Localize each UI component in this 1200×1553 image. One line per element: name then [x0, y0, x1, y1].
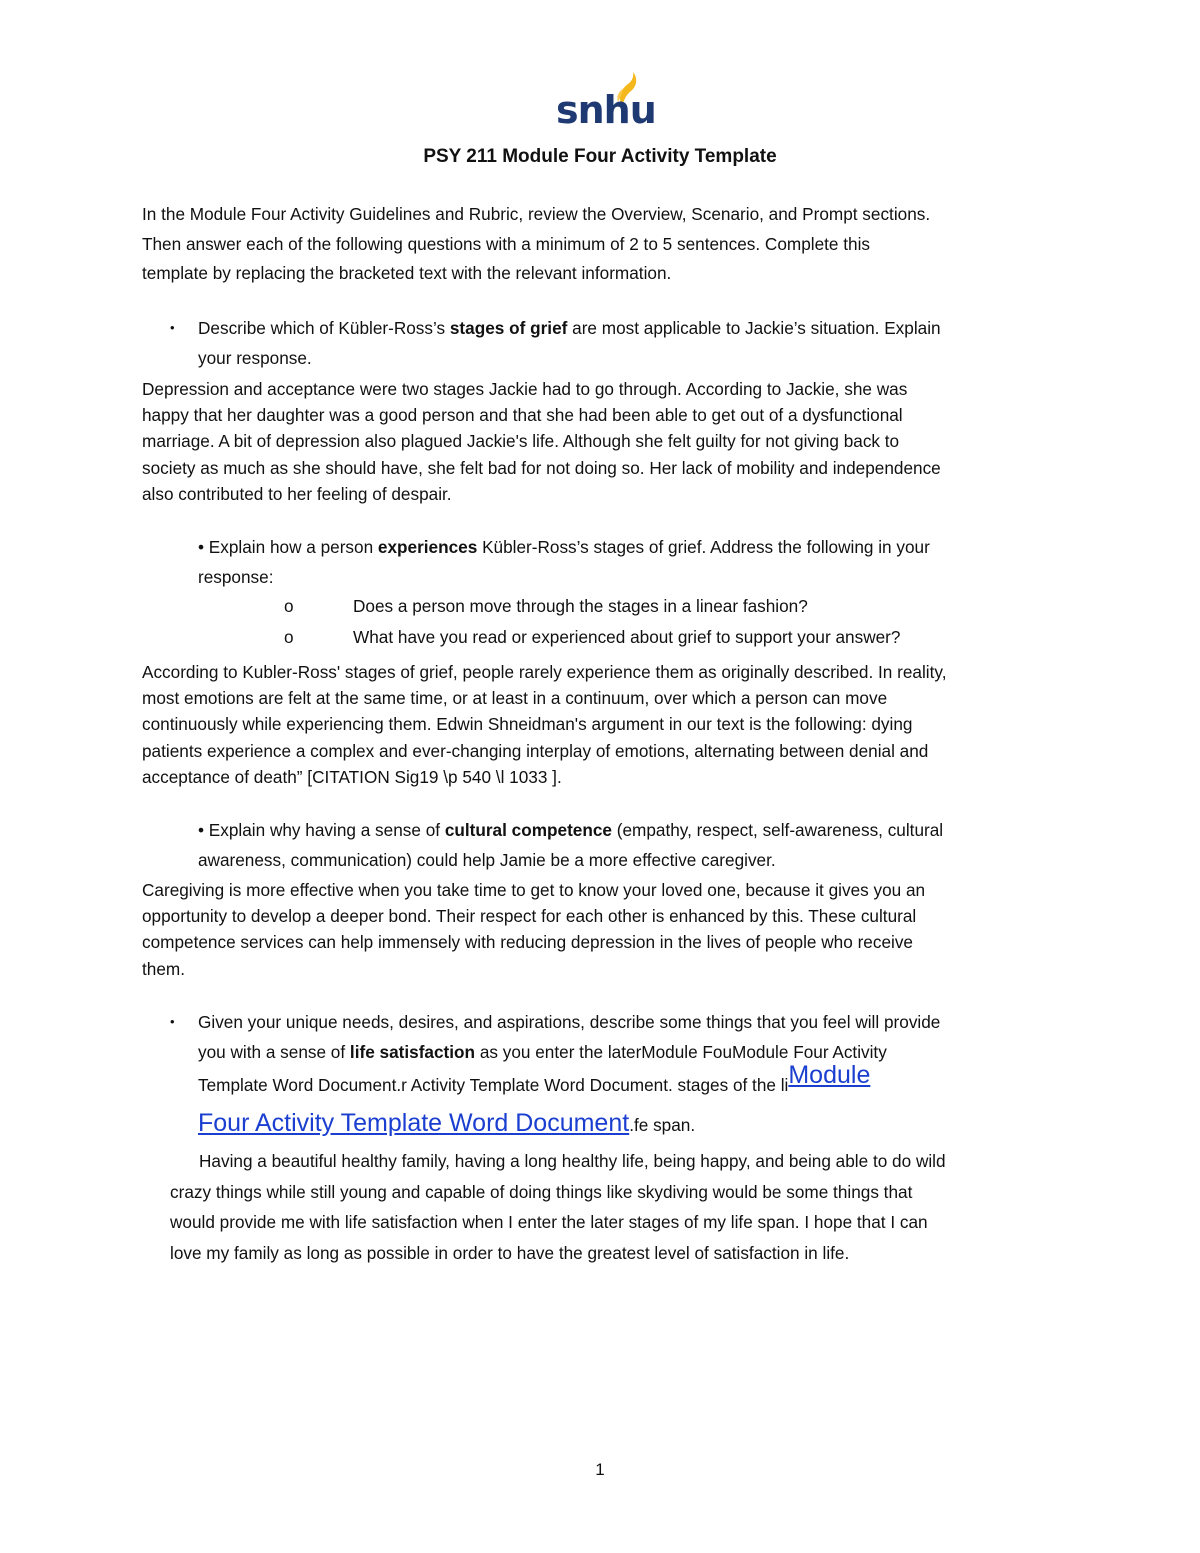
answer-line: continuously while experiencing them. Edwin Shneidman's argument in our text is the following: dying — [142, 714, 913, 735]
question-2 — [198, 533, 930, 592]
question-3 — [198, 816, 943, 875]
sub-question-1: Does a person move through the stages in a linear fashion? — [353, 596, 808, 616]
question-2-emphasis: experiences — [377, 537, 478, 557]
answer-line: Depression and acceptance were two stages Jackie had to go through. According to Jackie, she was — [142, 379, 908, 399]
question-1-emphasis: stages of grief — [449, 318, 568, 338]
answer-line: also contributed to her feeling of despair. — [142, 483, 452, 504]
answer-1 — [142, 376, 941, 507]
question-4-line-4 — [198, 1106, 695, 1142]
sub-bullet-icon: o — [284, 596, 294, 616]
answer-line: crazy things while still young and capable of doing things like skydiving would be some things that — [170, 1181, 913, 1202]
intro-line: template by replacing the bracketed text with the relevant information. — [142, 263, 672, 283]
answer-line: Caregiving is more effective when you take time to get to know your loved one, because it gives you an — [142, 880, 926, 900]
answer-line: competence services can help immensely with reducing depression in the lives of people who receive — [142, 932, 913, 953]
intro-line: In the Module Four Activity Guidelines and Rubric, review the Overview, Scenario, and Prompt sections. — [142, 204, 931, 224]
bullet-icon: • — [198, 820, 205, 840]
question-1-text: are most applicable to Jackie’s situation. Explain — [567, 318, 941, 338]
document-link[interactable]: Module — [788, 1061, 871, 1089]
question-2-text: Explain how a person — [204, 537, 378, 557]
answer-line: Having a beautiful healthy family, having a long healthy life, being happy, and being able to do wild — [199, 1151, 946, 1171]
question-2-text: Kübler-Ross’s stages of grief. Address the following in your — [477, 537, 930, 557]
question-3-text: Explain why having a sense of — [204, 820, 445, 840]
answer-line: patients experience a complex and ever-changing interplay of emotions, alternating between denial and — [142, 740, 929, 761]
question-3-text: awareness, communication) could help Jamie be a more effective caregiver. — [198, 849, 776, 870]
question-4-text: you with a sense of — [198, 1041, 350, 1062]
answer-line: marriage. A bit of depression also plagued Jackie's life. Although she felt guilty for not giving back to — [142, 431, 900, 452]
question-3-emphasis: cultural competence — [444, 820, 612, 840]
bullet-icon: • — [170, 1014, 175, 1029]
answer-line: them. — [142, 958, 185, 979]
question-3-text: (empathy, respect, self-awareness, cultural — [611, 820, 944, 840]
answer-4 — [170, 1146, 946, 1268]
question-4 — [198, 1008, 940, 1067]
answer-line: happy that her daughter was a good person and that she had been able to get out of a dysfunctional — [142, 405, 903, 426]
bullet-icon: • — [198, 537, 205, 557]
bullet-icon: • — [170, 320, 175, 335]
sub-question-2: What have you read or experienced about grief to support your answer? — [353, 627, 901, 647]
sub-bullet-icon: o — [284, 627, 294, 647]
snhu-logo — [556, 72, 656, 134]
question-1-text: Describe which of Kübler-Ross’s — [198, 318, 450, 338]
answer-line: society as much as she should have, she felt bad for not doing so. Her lack of mobility and independence — [142, 457, 941, 478]
question-4-text: Template Word Document.r Activity Template Word Document. stages of the li — [198, 1075, 789, 1095]
answer-line: love my family as long as possible in order to have the greatest level of satisfaction in life. — [170, 1242, 850, 1263]
answer-line: According to Kubler-Ross' stages of grief, people rarely experience them as originally described. In reality, — [142, 662, 947, 682]
answer-2 — [142, 659, 947, 790]
intro-line: Then answer each of the following questions with a minimum of 2 to 5 sentences. Complete this — [142, 233, 870, 254]
question-1 — [198, 314, 941, 373]
logo-text: snhu — [556, 88, 656, 132]
page-number: 1 — [595, 1460, 605, 1479]
question-4-emphasis: life satisfaction — [349, 1041, 476, 1062]
question-4-line-3 — [198, 1061, 871, 1100]
question-4-text: as you enter the laterModule FouModule Four Activity — [475, 1041, 887, 1062]
answer-line: opportunity to develop a deeper bond. Their respect for each other is enhanced by this. These cultural — [142, 906, 917, 927]
question-4-text: .fe span. — [629, 1115, 696, 1135]
question-4-text: Given your unique needs, desires, and aspirations, describe some things that you feel will provide — [198, 1012, 941, 1032]
answer-line: would provide me with life satisfaction when I enter the later stages of my life span. I hope that I can — [170, 1212, 928, 1232]
question-1-text: your response. — [198, 347, 312, 368]
question-2-text: response: — [198, 566, 274, 587]
answer-line: acceptance of death” [CITATION Sig19 \p 540 \l 1033 ]. — [142, 766, 562, 787]
answer-line: most emotions are felt at the same time, or at least in a continuum, over which a person can move — [142, 688, 888, 709]
answer-3 — [142, 877, 925, 982]
page-title: PSY 211 Module Four Activity Template — [423, 146, 777, 167]
intro-paragraph — [142, 200, 930, 289]
document-link[interactable]: Four Activity Template Word Document — [198, 1109, 630, 1137]
